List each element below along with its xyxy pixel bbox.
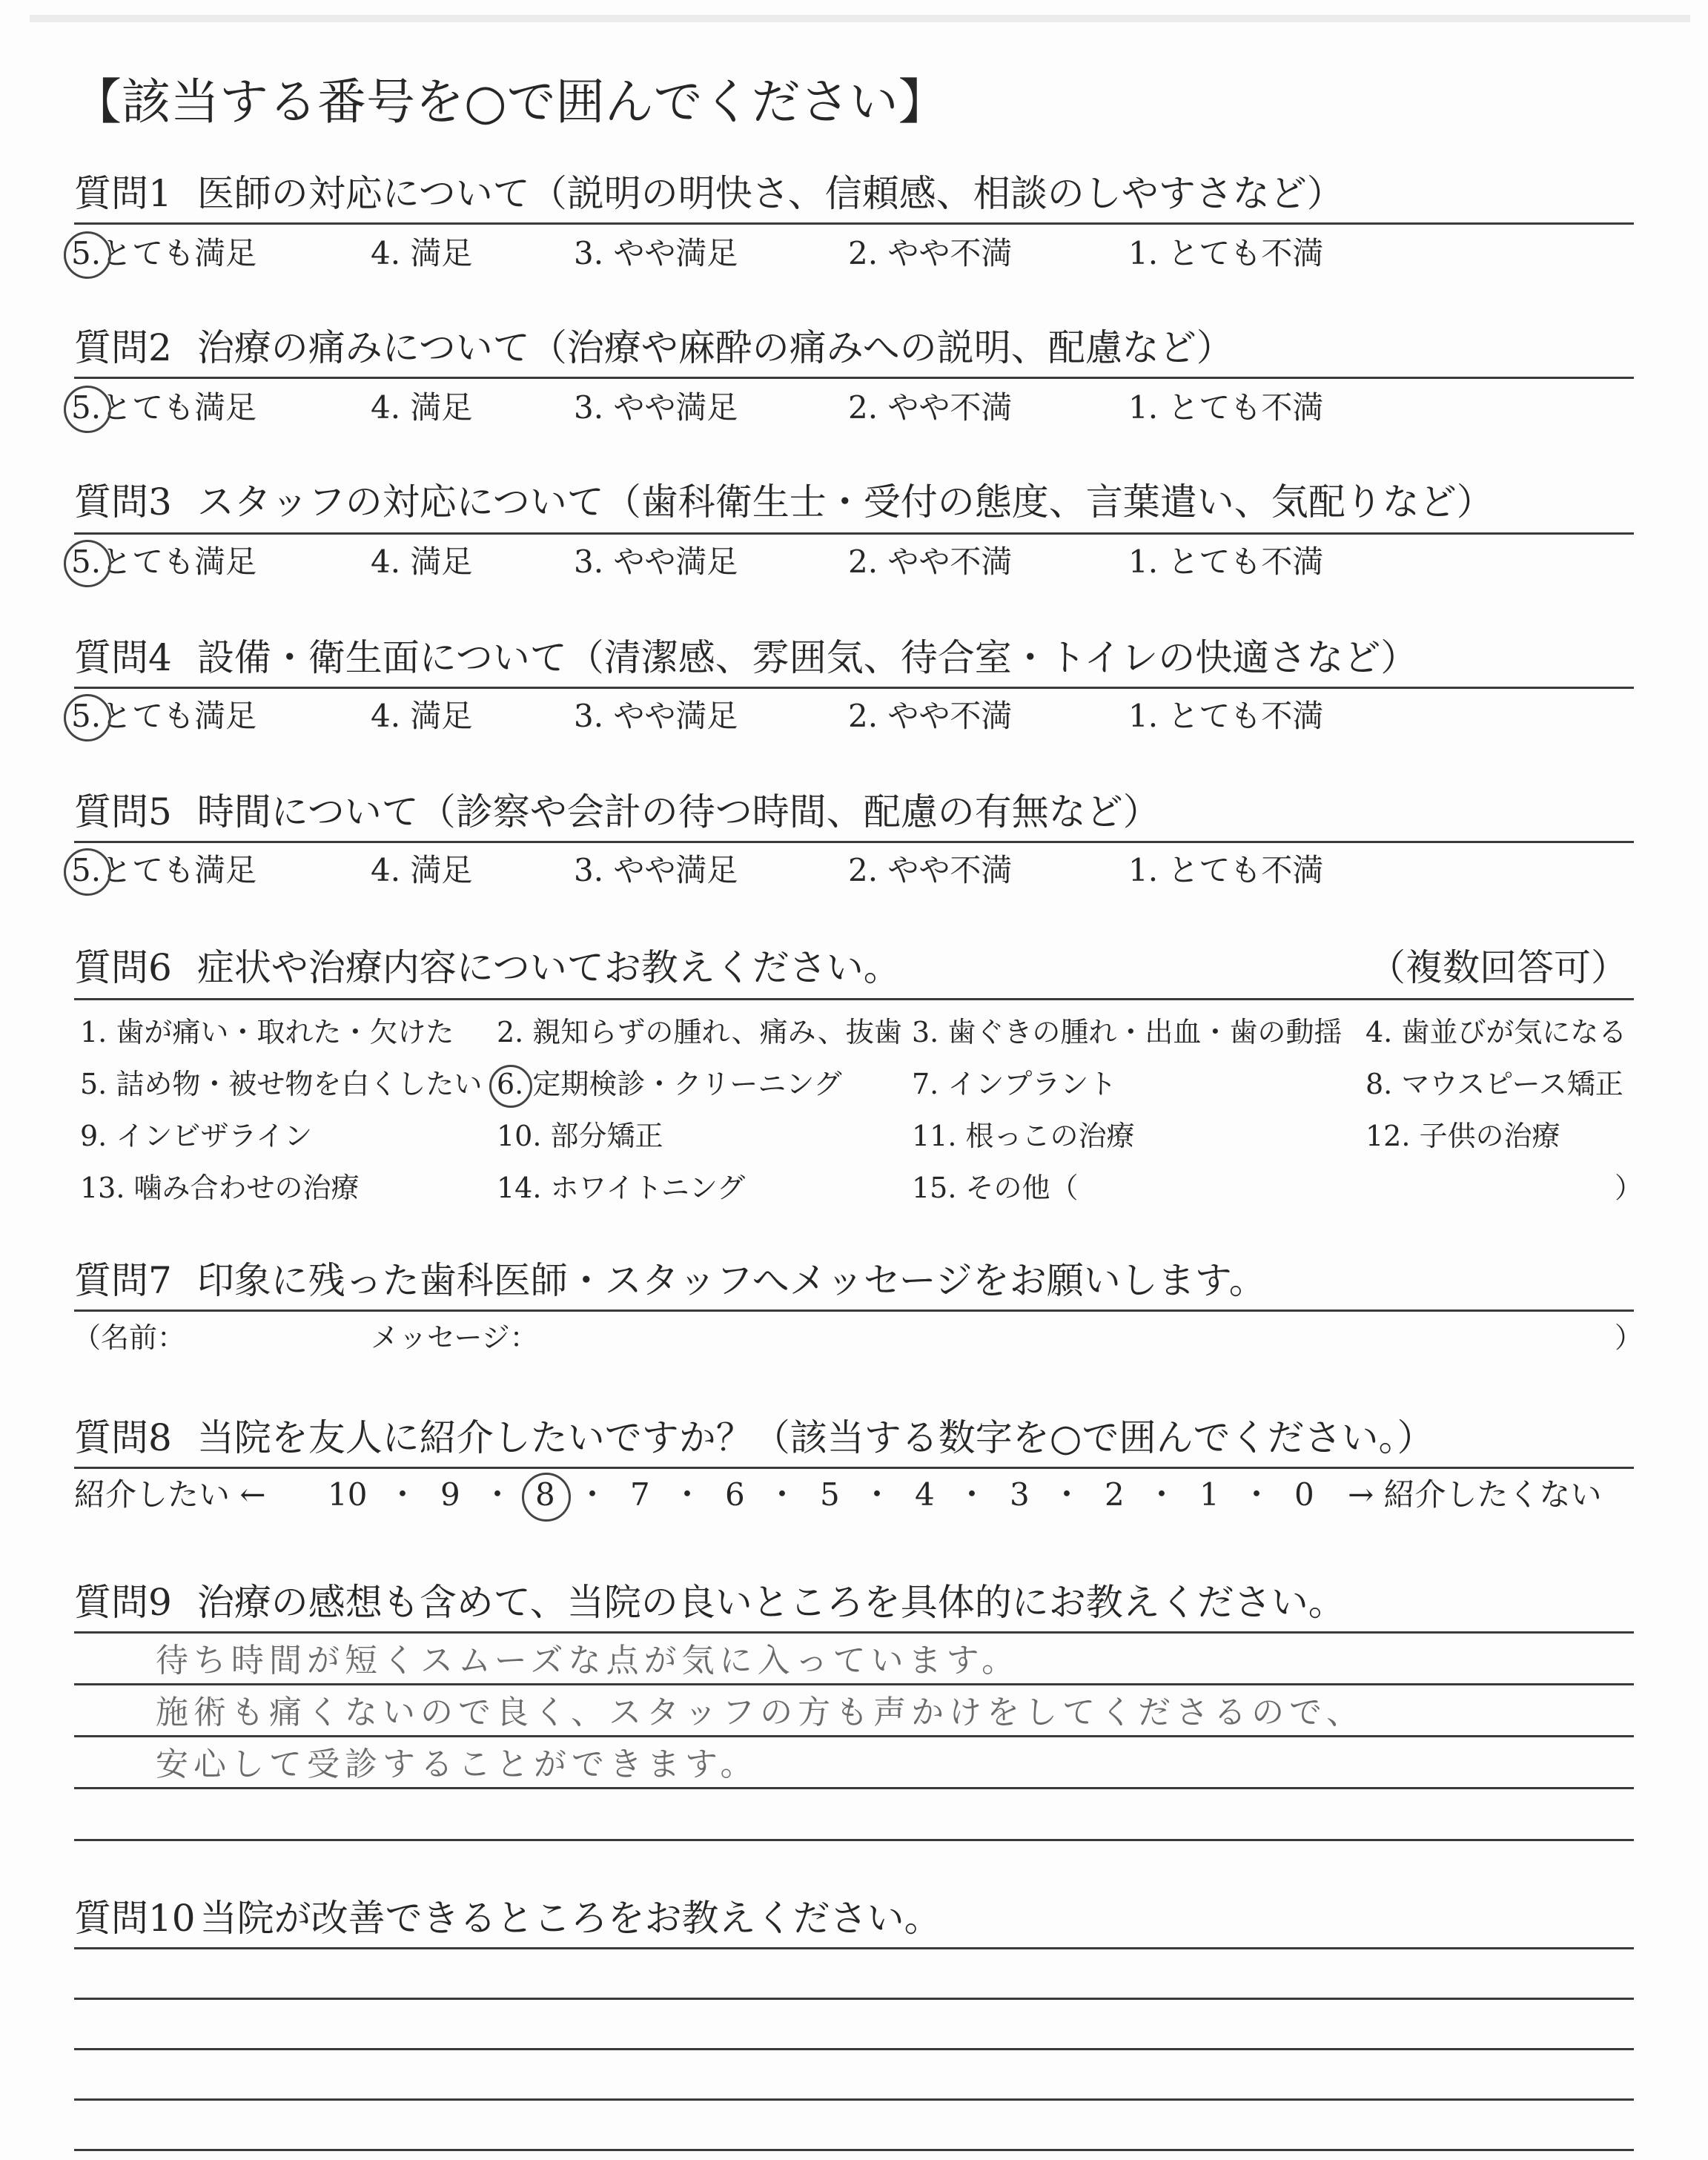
q2-selection-circle: [64, 386, 111, 433]
q2-option-2[interactable]: 2. やや不満: [848, 389, 1013, 426]
q8-score-8[interactable]: 8: [535, 1476, 555, 1513]
q8-separator: ・: [1051, 1476, 1083, 1513]
q6-item-2[interactable]: 2. 親知らずの腫れ、痛み、抜歯: [497, 1016, 902, 1048]
question-5-number: 質問5: [74, 790, 172, 833]
q7-close-paren: ）: [1615, 1321, 1644, 1354]
q2-option-3[interactable]: 3. やや満足: [574, 389, 738, 426]
answer-line: [74, 2048, 1634, 2050]
divider: [74, 222, 1634, 225]
q6-item-6[interactable]: 6. 定期検診・クリーニング: [497, 1068, 842, 1100]
q7-name-label: （名前：: [73, 1321, 186, 1354]
q6-other-close-paren: ）: [1615, 1172, 1644, 1204]
divider: [74, 1309, 1634, 1312]
q8-score-0[interactable]: 0: [1294, 1476, 1314, 1513]
q3-option-1[interactable]: 1. とても不満: [1128, 544, 1324, 580]
question-2-title: [74, 325, 1234, 371]
question-10-text: 当院が改善できるところをお教えください。: [199, 1897, 941, 1940]
question-3-title: [74, 479, 1494, 525]
answer-line: [74, 2098, 1634, 2101]
handwritten-line: 安心して受診することができます。: [156, 1745, 758, 1783]
question-7-text: 印象に残った歯科医師・スタッフへメッセージをお願いします。: [196, 1259, 1266, 1302]
question-6-note: （複数回答可）: [1368, 946, 1628, 989]
q8-score-4[interactable]: 4: [915, 1476, 935, 1513]
form-heading: 【該当する番号を○で囲んでください】: [73, 73, 947, 131]
question-1-number: 質問1: [74, 172, 172, 215]
question-5-text: 時間について（診察や会計の待つ時間、配慮の有無など）: [196, 790, 1160, 833]
q4-option-4[interactable]: 4. 満足: [371, 698, 473, 734]
question-5-title: [74, 789, 1160, 835]
q6-item-3[interactable]: 3. 歯ぐきの腫れ・出血・歯の動揺: [912, 1016, 1343, 1048]
q2-option-1[interactable]: 1. とても不満: [1128, 389, 1324, 426]
question-8-text: 当院を友人に紹介したいですか？（該当する数字を○で囲んでください。）: [196, 1416, 1434, 1459]
answer-line: [74, 1735, 1634, 1737]
q8-separator: ・: [956, 1476, 988, 1513]
question-6-number: 質問6: [74, 946, 172, 989]
q1-selection-circle: [64, 231, 111, 279]
question-10-title: [74, 1895, 941, 1941]
question-1-text: 医師の対応について（説明の明快さ、信頼感、相談のしやすさなど）: [196, 172, 1344, 215]
handwritten-line: 施術も痛くないので良く、スタッフの方も声かけをしてくださるので、: [156, 1694, 1365, 1731]
answer-line: [74, 2149, 1634, 2151]
q5-option-4[interactable]: 4. 満足: [371, 852, 473, 888]
q6-item-15[interactable]: 15. その他（: [912, 1172, 1079, 1204]
q6-item-8[interactable]: 8. マウスピース矯正: [1366, 1068, 1623, 1100]
q3-option-3[interactable]: 3. やや満足: [574, 544, 738, 580]
divider: [74, 532, 1634, 535]
question-8-number: 質問8: [74, 1416, 172, 1459]
q6-item-11[interactable]: 11. 根っこの治療: [912, 1120, 1135, 1152]
answer-line: [74, 1839, 1634, 1841]
question-9-number: 質問9: [74, 1581, 172, 1624]
q3-selection-circle: [64, 540, 111, 587]
question-2-text: 治療の痛みについて（治療や麻酔の痛みへの説明、配慮など）: [196, 326, 1234, 369]
q8-separator: ・: [387, 1476, 419, 1513]
q8-separator: ・: [577, 1476, 609, 1513]
q1-option-1[interactable]: 1. とても不満: [1128, 235, 1324, 271]
q6-item-13[interactable]: 13. 噛み合わせの治療: [80, 1172, 360, 1204]
q6-item-14[interactable]: 14. ホワイトニング: [497, 1172, 746, 1204]
divider: [74, 1631, 1634, 1634]
question-9-text: 治療の感想も含めて、当院の良いところを具体的にお教えください。: [196, 1581, 1345, 1624]
q8-separator: ・: [861, 1476, 893, 1513]
q8-score-1[interactable]: 1: [1199, 1476, 1219, 1513]
q5-option-3[interactable]: 3. やや満足: [574, 852, 738, 888]
q4-option-3[interactable]: 3. やや満足: [574, 698, 738, 734]
q7-message-label: メッセージ：: [371, 1321, 538, 1354]
question-4-text: 設備・衛生面について（清潔感、雰囲気、待合室・トイレの快適さなど）: [196, 636, 1418, 679]
question-8-title: [74, 1415, 1434, 1461]
q1-option-2[interactable]: 2. やや不満: [848, 235, 1013, 271]
question-6-text: 症状や治療内容についてお教えください。: [196, 946, 901, 989]
q6-item-9[interactable]: 9. インビザライン: [80, 1120, 313, 1152]
question-7-title: [74, 1258, 1266, 1304]
q1-option-4[interactable]: 4. 満足: [371, 235, 473, 271]
q8-score-5[interactable]: 5: [820, 1476, 840, 1513]
question-6-title: [74, 945, 901, 991]
q8-score-10[interactable]: 10: [328, 1476, 368, 1513]
q8-selection-circle: [522, 1473, 571, 1522]
q8-separator: ・: [1146, 1476, 1178, 1513]
q4-option-2[interactable]: 2. やや不満: [848, 698, 1013, 734]
q1-option-5[interactable]: 5.とても満足: [71, 235, 257, 271]
question-1-title: [74, 171, 1344, 217]
q8-score-7[interactable]: 7: [630, 1476, 650, 1513]
q8-separator: ・: [482, 1476, 514, 1513]
q5-option-5[interactable]: 5.とても満足: [71, 852, 257, 888]
question-4-title: [74, 635, 1417, 681]
q6-item-7[interactable]: 7. インプラント: [912, 1068, 1117, 1100]
answer-line: [74, 1787, 1634, 1789]
q8-score-2[interactable]: 2: [1105, 1476, 1125, 1513]
divider: [74, 1947, 1634, 1949]
q4-option-1[interactable]: 1. とても不満: [1128, 698, 1324, 734]
q6-item-10[interactable]: 10. 部分矯正: [497, 1120, 663, 1152]
question-7-number: 質問7: [74, 1259, 172, 1302]
divider: [74, 377, 1634, 379]
q6-item-12[interactable]: 12. 子供の治療: [1366, 1120, 1560, 1152]
question-9-title: [74, 1579, 1345, 1625]
answer-line: [74, 1683, 1634, 1685]
q8-score-6[interactable]: 6: [725, 1476, 745, 1513]
q8-right-label: → 紹介したくない: [1348, 1476, 1602, 1513]
q8-separator: ・: [1241, 1476, 1273, 1513]
q6-item-5[interactable]: 5. 詰め物・被せ物を白くしたい: [80, 1068, 483, 1100]
q4-selection-circle: [64, 694, 111, 742]
q5-option-1[interactable]: 1. とても不満: [1128, 852, 1324, 888]
q8-score-3[interactable]: 3: [1010, 1476, 1030, 1513]
q5-selection-circle: [64, 848, 111, 896]
divider: [74, 1467, 1634, 1469]
q5-option-2[interactable]: 2. やや不満: [848, 852, 1013, 888]
q8-score-9[interactable]: 9: [440, 1476, 460, 1513]
q8-separator: ・: [767, 1476, 798, 1513]
question-2-number: 質問2: [74, 326, 172, 369]
divider: [74, 841, 1634, 843]
scan-edge: [30, 15, 1690, 22]
q8-separator: ・: [672, 1476, 704, 1513]
handwritten-line: 待ち時間が短くスムーズな点が気に入っています。: [156, 1642, 1020, 1680]
q6-item-1[interactable]: 1. 歯が痛い・取れた・欠けた: [80, 1016, 454, 1048]
answer-line: [74, 1998, 1634, 2000]
q6-item-4[interactable]: 4. 歯並びが気になる: [1366, 1016, 1627, 1048]
question-10-number: 質問10: [74, 1897, 196, 1940]
q3-option-4[interactable]: 4. 満足: [371, 544, 473, 580]
divider: [74, 687, 1634, 689]
q2-option-4[interactable]: 4. 満足: [371, 389, 473, 426]
q3-option-2[interactable]: 2. やや不満: [848, 544, 1013, 580]
q6-selection-circle: [489, 1065, 532, 1108]
q1-option-3[interactable]: 3. やや満足: [574, 235, 738, 271]
divider: [74, 998, 1634, 1000]
question-3-text: スタッフの対応について（歯科衛生士・受付の態度、言葉遣い、気配りなど）: [196, 480, 1494, 524]
question-3-number: 質問3: [74, 480, 172, 524]
q3-option-5[interactable]: 5.とても満足: [71, 544, 257, 580]
q4-option-5[interactable]: 5.とても満足: [71, 698, 257, 734]
question-4-number: 質問4: [74, 636, 172, 679]
q2-option-5[interactable]: 5.とても満足: [71, 389, 257, 426]
q8-left-label: 紹介したい ←: [74, 1476, 266, 1513]
